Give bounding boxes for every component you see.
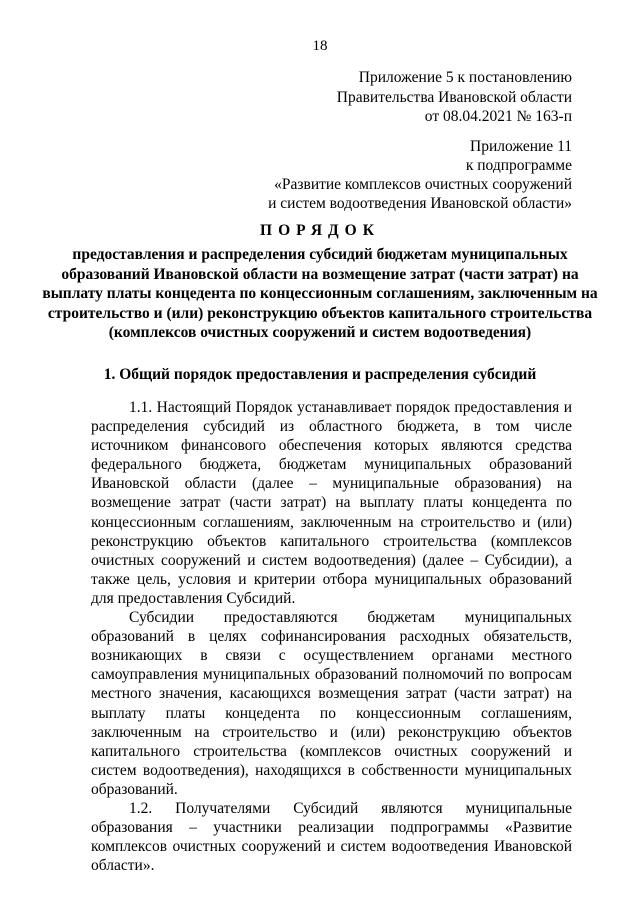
annex-line-3: «Развитие комплексов очистных сооружений <box>274 176 572 193</box>
header-line-3: от 08.04.2021 № 163-п <box>424 108 572 125</box>
annex-line-2: к подпрограмме <box>465 157 572 174</box>
paragraph-1-1: 1.1. Настоящий Порядок устанавливает порядок предоставления и распределения субсидий из областного бюджета, в том числе источником финансового обеспечения которых являются средства федерального бюджета, бюджетам муниципальных образований Ивановской области (далее – муниципальные образования) на возмещение затрат (части затрат) на выплату платы концедента по концессионным соглашениям, заключенным на строительство и (или) реконструкцию объектов капитального строительства (комплексов очистных сооружений и систем водоотведения) (далее – Субсидии), а также цель, условия и критерии отбора муниципальных образований для предоставления Субсидий. <box>91 399 572 607</box>
paragraph-subsidies: Субсидии предоставляются бюджетам муниципальных образований в целях софинансирования расходных обязательств, возникающих в связи с осуществлением органами местного самоуправления муниципальных образований полномочий по вопросам местного значения, касающихся возмещения затрат (части затрат) на выплату платы концедента по концессионным соглашениям, заключенным на строительство и (или) реконструкцию объектов капитального строительства (комплексов очистных сооружений и систем водоотведения), находящихся в собственности муниципальных образований. <box>91 609 572 798</box>
annex-line-1: Приложение 11 <box>470 138 572 155</box>
annex-line-4: и систем водоотведения Ивановской области» <box>268 195 572 212</box>
document-body <box>91 398 572 875</box>
page-number: 18 <box>312 38 328 54</box>
header-line-2: Правительства Ивановской области <box>336 89 572 106</box>
paragraph-1-2: 1.2. Получателями Субсидий являются муниципальные образования – участники реализации подпрограммы «Развитие комплексов очистных сооружений и систем водоотведения Ивановской области». <box>91 799 572 875</box>
header-line-1: Приложение 5 к постановлению <box>358 69 572 86</box>
document-title: ПОРЯДОК <box>260 222 380 239</box>
document-subtitle: предоставления и распределения субсидий бюджетам муниципальных образований Ивановской области на возмещение затрат (части затрат) на выплату платы концедента по концессионным соглашениям, заключенным на строительство и (или) реконструкцию объектов капитального строительства (комплексов очистных сооружений и систем водоотведения) <box>42 246 598 341</box>
section-heading: 1. Общий порядок предоставления и распределения субсидий <box>103 366 537 383</box>
